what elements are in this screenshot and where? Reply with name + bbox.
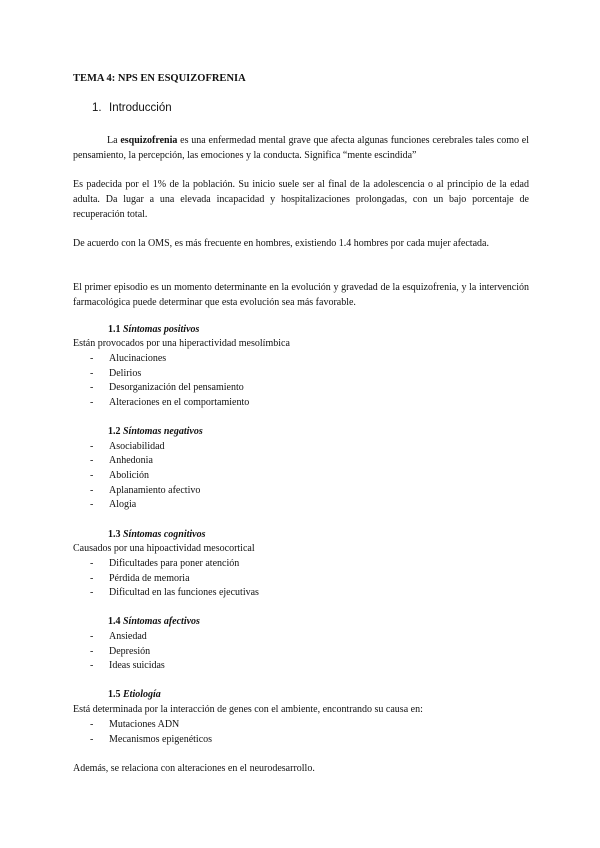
list-item	[90, 382, 244, 393]
list-item	[90, 485, 200, 496]
subsection-title: Síntomas negativos	[123, 426, 203, 437]
list-item	[90, 719, 179, 730]
paragraph-prevalence: Es padecida por el 1% de la población. Su inicio suele ser al final de la adolescencia o al principio de la edad adulta. Da lugar a una elevada incapacidad y hospitalizaciones prolongadas, con un bajo porcentaje de recuperación total.	[73, 179, 529, 220]
bullet-dash: -	[90, 455, 94, 466]
page-title: TEMA 4: NPS EN ESQUIZOFRENIA	[73, 73, 246, 84]
subsection-number: 1.1	[108, 324, 123, 335]
list-item-text: Aplanamiento afectivo	[109, 485, 201, 496]
list-item-text: Mutaciones ADN	[109, 719, 180, 730]
bullet-dash: -	[90, 499, 94, 510]
paragraph-definition	[73, 133, 529, 163]
list-item	[90, 470, 149, 481]
subsection-number: 1.2	[108, 426, 123, 437]
list-item	[90, 368, 141, 379]
list-item-text: Depresión	[109, 646, 151, 657]
subsection-number: 1.4	[108, 616, 123, 627]
bullet-dash: -	[90, 573, 94, 584]
subsection-heading	[108, 529, 206, 540]
bullet-dash: -	[90, 441, 94, 452]
subsection-intro: Causados por una hipoactividad mesocortical	[73, 543, 255, 554]
bullet-dash: -	[90, 485, 94, 496]
bullet-dash: -	[90, 734, 94, 745]
list-item-text: Desorganización del pensamiento	[109, 382, 244, 393]
list-item-text: Dificultad en las funciones ejecutivas	[109, 587, 259, 598]
list-item	[90, 631, 147, 642]
list-item-text: Anhedonia	[109, 455, 153, 466]
bullet-dash: -	[90, 558, 94, 569]
subsection-heading	[108, 616, 200, 627]
bullet-dash: -	[90, 368, 94, 379]
list-item	[90, 499, 136, 510]
list-item-text: Pérdida de memoria	[109, 573, 190, 584]
bullet-dash: -	[90, 660, 94, 671]
list-item	[90, 397, 249, 408]
bullet-dash: -	[90, 397, 94, 408]
list-item	[90, 734, 212, 745]
list-item-text: Delirios	[109, 368, 142, 379]
list-item	[90, 587, 259, 598]
closing-paragraph: Además, se relaciona con alteraciones en el neurodesarrollo.	[73, 763, 315, 774]
subsection-number: 1.3	[108, 529, 123, 540]
list-item-text: Ansiedad	[109, 631, 147, 642]
list-item-text: Ideas suicidas	[109, 660, 165, 671]
list-item-text: Mecanismos epigenéticos	[109, 734, 213, 745]
list-item	[90, 441, 165, 452]
list-item-text: Alogia	[109, 499, 137, 510]
bullet-dash: -	[90, 353, 94, 364]
list-item	[90, 455, 153, 466]
bullet-dash: -	[90, 719, 94, 730]
subsection-intro: Está determinada por la interacción de genes con el ambiente, encontrando su causa en:	[73, 704, 423, 715]
bullet-dash: -	[90, 631, 94, 642]
bullet-dash: -	[90, 646, 94, 657]
paragraph-first-episode: El primer episodio es un momento determinante en la evolución y gravedad de la esquizofrenia, y la intervención farmacológica puede determinar que esta evolución sea más favorable.	[73, 282, 529, 308]
subsection-heading	[108, 324, 199, 335]
keyword: esquizofrenia	[120, 135, 178, 146]
section-number: 1.	[92, 102, 102, 114]
section-label: Introducción	[109, 102, 172, 114]
subsection-heading	[108, 426, 203, 437]
section-heading	[92, 102, 172, 114]
list-item	[90, 558, 239, 569]
paragraph-text: es una enfermedad mental grave que afecta algunas funciones cerebrales tales como el pensamiento, la percepción, las emociones y la conducta. Significa “mente escindida”	[73, 135, 530, 161]
list-item	[90, 353, 166, 364]
list-item	[90, 646, 150, 657]
subsection-title: Síntomas afectivos	[123, 616, 200, 627]
subsection-heading	[108, 689, 161, 700]
subsection-title: Etiología	[123, 689, 161, 700]
paragraph-text: La	[107, 135, 121, 146]
bullet-dash: -	[90, 587, 94, 598]
subsection-title: Síntomas cognitivos	[123, 529, 206, 540]
subsection-title: Síntomas positivos	[123, 324, 200, 335]
list-item	[90, 660, 165, 671]
bullet-dash: -	[90, 382, 94, 393]
list-item	[90, 573, 190, 584]
list-item-text: Abolición	[109, 470, 149, 481]
list-item-text: Dificultades para poner atención	[109, 558, 240, 569]
list-item-text: Alteraciones en el comportamiento	[109, 397, 250, 408]
list-item-text: Asociabilidad	[109, 441, 165, 452]
subsection-number: 1.5	[108, 689, 123, 700]
paragraph-oms: De acuerdo con la OMS, es más frecuente en hombres, existiendo 1.4 hombres por cada mujer afectada.	[73, 238, 489, 249]
bullet-dash: -	[90, 470, 94, 481]
subsection-intro: Están provocados por una hiperactividad mesolímbica	[73, 338, 290, 349]
list-item-text: Alucinaciones	[109, 353, 167, 364]
